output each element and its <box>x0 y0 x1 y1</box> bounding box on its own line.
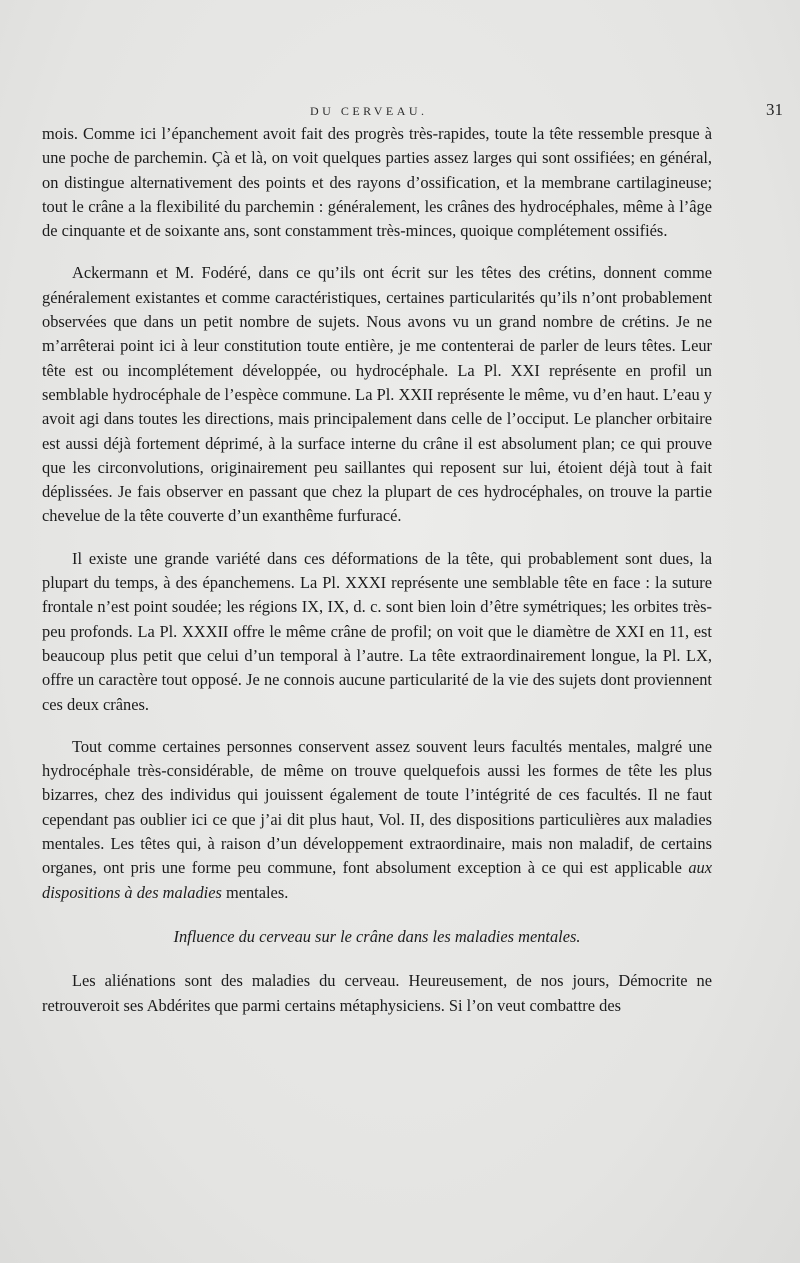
paragraph-4 <box>42 735 712 905</box>
paragraph-4-text: Tout comme certaines personnes conservent assez souvent leurs facultés mentales, malgré une hydrocéphale très-considérable, de même on trouve quelquefois aussi les formes de tête les plus bizarres, chez des individus qui jouissent également de toute l’intégrité de ces facultés. Il ne faut cependant pas oublier ici ce que j’ai dit plus haut, Vol. II, des dispositions particulières aux maladies mentales. Les têtes qui, à raison d’un développement extraordinaire, mais non maladif, de certains organes, ont pris une forme peu commune, font absolument exception à ce qui est applicable <box>42 736 712 878</box>
paragraph-2: Ackermann et M. Fodéré, dans ce qu’ils ont écrit sur les têtes des crétins, donnent comme généralement existantes et comme caractéristiques, certaines particularités qu’ils n’ont probablement observées que dans un petit nombre de sujets. Nous avons vu un grand nombre de crétins. Je ne m’arrêterai point ici à leur constitution toute entière, je me contenterai de parler de leurs têtes. Leur tête est ou incomplétement développée, ou hydrocéphale. La Pl. XXI représente en profil un semblable hydrocéphale de l’espèce commune. La Pl. XXII représente le même, vu d’en haut. L’eau y avoit agi dans toutes les directions, mais principalement dans celle de l’occiput. Le plancher orbitaire est aussi déjà fortement déprimé, à la surface interne du crâne il est absolument plan; ce qui prouve que les circonvolutions, originairement peu saillantes qui reposent sur lui, étoient déjà tout à fait déplissées. Je fais observer en passant que chez la plupart de ces hydrocéphales, on trouve la partie chevelue de la tête couverte d’un exanthême furfuracé. <box>42 263 712 526</box>
page-number: 31 <box>766 100 783 119</box>
paragraph-4-tail: mentales. <box>221 882 289 902</box>
paragraph-3: Il existe une grande variété dans ces déformations de la tête, qui probablement sont dues, la plupart du temps, à des épanchemens. La Pl. XXXI représente une semblable tête en face : la suture frontale n’est point soudée; les régions IX, IX, d. c. sont bien loin d’être symétriques; les orbites très-peu profonds. La Pl. XXXII offre le même crâne de profil; on voit que le diamètre de XXI en 11, est beaucoup plus petit que celui d’un temporal à l’autre. La tête extraordinairement longue, la Pl. LX, offre un caractère tout opposé. Je ne connois aucune particularité de la vie des sujets dont proviennent ces deux crânes. <box>42 548 712 714</box>
body-text <box>42 122 712 1018</box>
paragraph-1: mois. Comme ici l’épanchement avoit fait des progrès très-rapides, toute la tête ressemble presque à une poche de parchemin. Çà et là, on voit quelques parties assez larges qui sont ossifiées; en général, on distingue alternativement des points et des rayons d’ossification, et la membrane cartilagineuse; tout le crâne a la flexibilité du parchemin : généralement, les crânes des hydrocéphales, même à l’âge de cinquante et de soixante ans, sont constamment très-minces, quoique complétement ossifiés. <box>42 124 712 241</box>
paragraph-4-emphasis: aux dispositions à des maladies <box>42 858 712 902</box>
paragraph-5: Les aliénations sont des maladies du cerveau. Heureusement, de nos jours, Démocrite ne retrouveroit ses Abdérites que parmi certains métaphysiciens. Si l’on veut combattre des <box>42 971 712 1015</box>
section-title: Influence du cerveau sur le crâne dans les maladies mentales. <box>173 926 581 946</box>
running-head: DU CERVEAU. <box>310 104 428 118</box>
